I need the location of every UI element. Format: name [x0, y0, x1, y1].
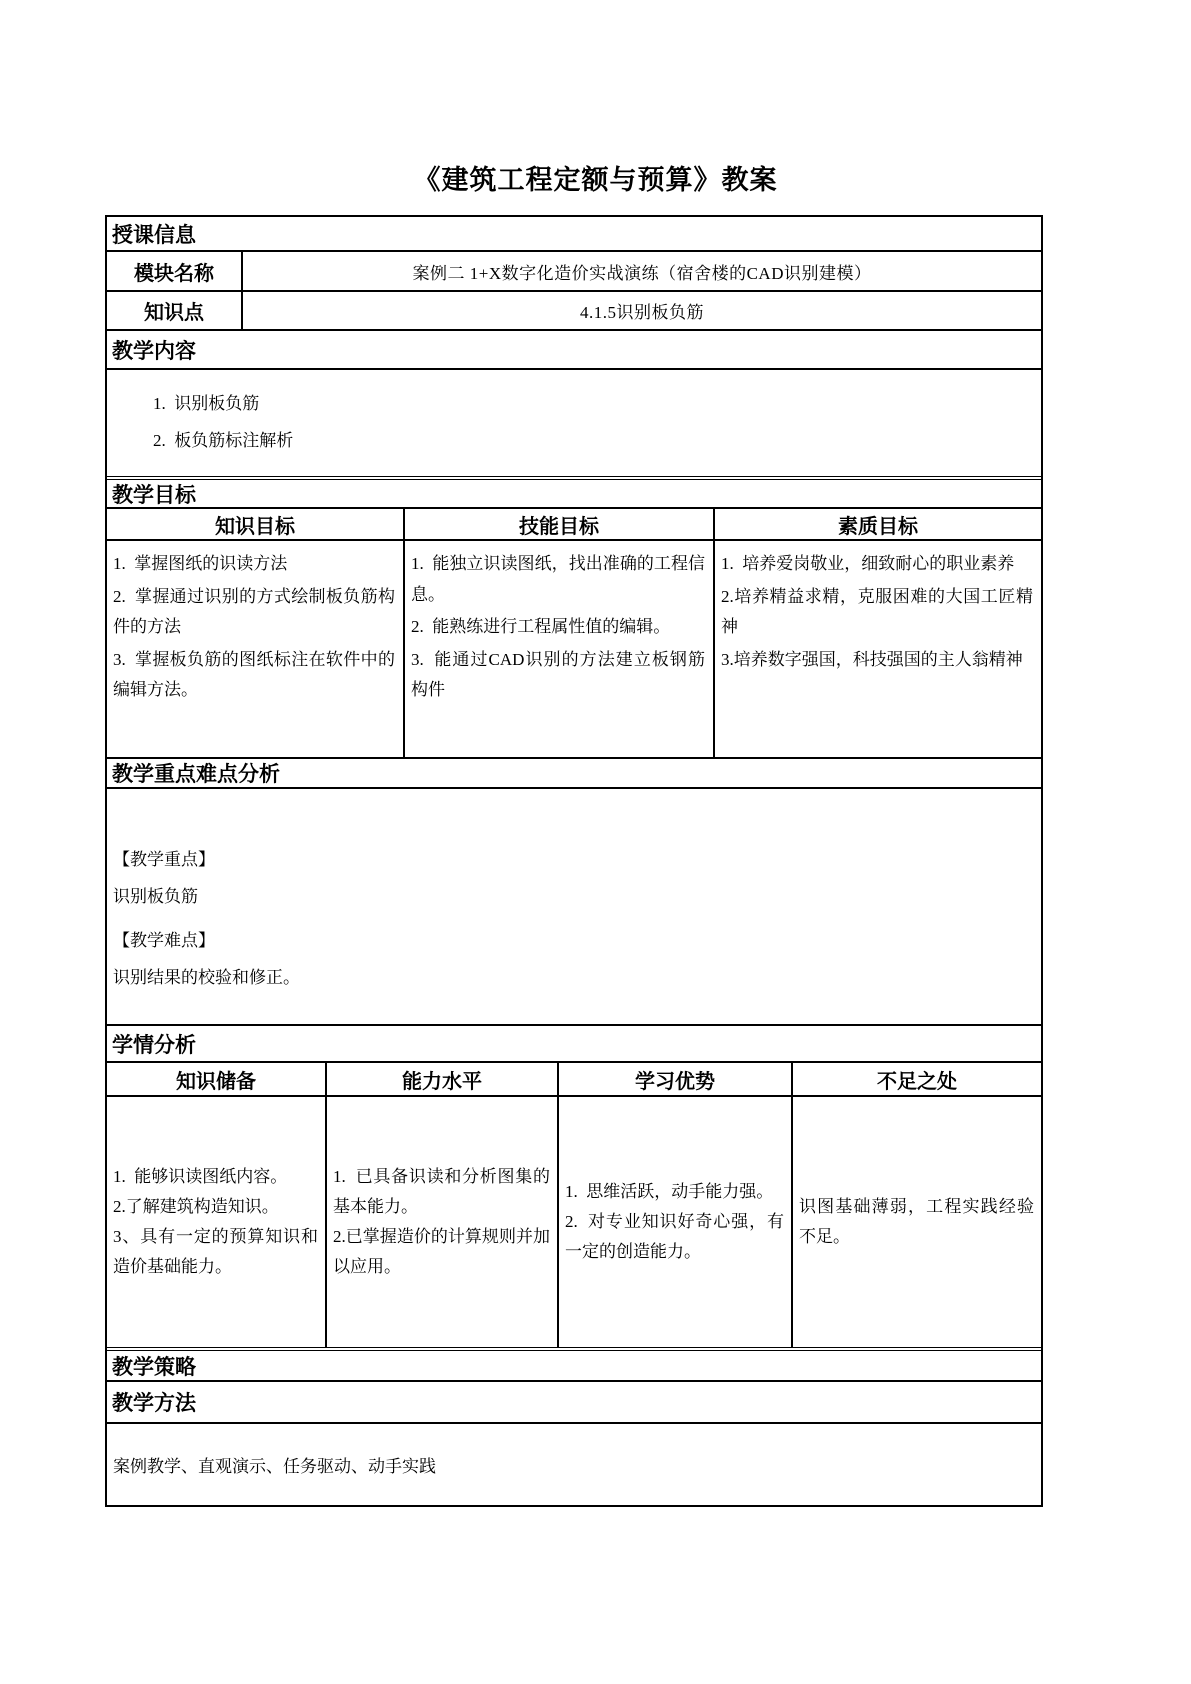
- difficult-point-text: 识别结果的校验和修正。: [113, 968, 300, 987]
- objectives-col-skill-title: 技能目标: [405, 509, 715, 539]
- objective-item: 1. 培养爱岗敬业，细致耐心的职业素养: [721, 554, 1015, 573]
- objectives-skill-cell: [405, 541, 715, 757]
- teaching-content-body: [107, 368, 1041, 476]
- learner-item: 1. 已具备识读和分析图集的基本能力。: [333, 1167, 550, 1216]
- objective-item: 2. 掌握通过识别的方式绘制板负筋构件的方法: [113, 586, 395, 636]
- objectives-column-body: [107, 539, 1041, 757]
- objective-item: 1. 掌握图纸的识读方法: [113, 554, 288, 573]
- objective-item: 2. 能熟练进行工程属性值的编辑。: [411, 617, 671, 636]
- objective-item: 3. 能通过CAD识别的方法建立板钢筋构件: [411, 649, 705, 699]
- teaching-content-item: 1. 识别板负筋: [153, 394, 260, 413]
- key-point-label: 【教学重点】: [113, 850, 215, 869]
- objective-item: 3. 掌握板负筋的图纸标注在软件中的编辑方法。: [113, 649, 395, 699]
- module-name-label: 模块名称: [107, 252, 243, 290]
- knowledge-point-value: 4.1.5识别板负筋: [580, 303, 704, 322]
- document-title: 《建筑工程定额与预算》教案: [413, 165, 778, 195]
- learner-item: 2.已掌握造价的计算规则并加以应用。: [333, 1227, 550, 1276]
- knowledge-point-label: 知识点: [107, 292, 243, 329]
- section-key-difficult-header: 教学重点难点分析: [107, 757, 1041, 787]
- section-course-info-header: 授课信息: [112, 222, 196, 247]
- objectives-quality-cell: [715, 541, 1041, 757]
- difficult-point-label: 【教学难点】: [113, 931, 215, 950]
- objectives-column-headers: [107, 507, 1041, 539]
- module-name-row: [107, 250, 1041, 290]
- learner-analysis-column-headers: [107, 1061, 1041, 1095]
- lesson-plan-table: [105, 215, 1043, 1507]
- section-objectives-header: 教学目标: [107, 476, 1041, 507]
- learner-item: 2. 对专业知识好奇心强，有一定的创造能力。: [565, 1212, 784, 1261]
- learner-col-knowledge-title: 知识储备: [107, 1063, 327, 1095]
- learner-item: 2.了解建筑构造知识。: [113, 1197, 279, 1216]
- objective-item: 2.培养精益求精，克服困难的大国工匠精神: [721, 586, 1033, 636]
- learner-knowledge-cell: [107, 1097, 327, 1347]
- objective-item: 3.培养数字强国，科技强国的主人翁精神: [721, 649, 1023, 669]
- section-teaching-content-header: 教学内容: [107, 329, 1041, 368]
- learner-col-ability-title: 能力水平: [327, 1063, 559, 1095]
- learner-item: 3、具有一定的预算知识和造价基础能力。: [113, 1227, 318, 1276]
- objectives-col-quality-title: 素质目标: [838, 515, 918, 538]
- learner-item: 1. 能够识读图纸内容。: [113, 1167, 288, 1186]
- learner-col-weakness-title: 不足之处: [877, 1070, 957, 1093]
- module-name-value: 案例二 1+X数字化造价实战演练（宿舍楼的CAD识别建模）: [412, 263, 872, 283]
- learner-ability-cell: [327, 1097, 559, 1347]
- section-teaching-strategy-header: 教学策略: [107, 1347, 1041, 1380]
- objectives-knowledge-cell: [107, 541, 405, 757]
- knowledge-point-row: [107, 290, 1041, 329]
- section-teaching-method-header: 教学方法: [107, 1380, 1041, 1422]
- learner-col-advantage-title: 学习优势: [559, 1063, 793, 1095]
- learner-advantage-cell: [559, 1097, 793, 1347]
- learner-weakness-cell: [793, 1097, 1041, 1347]
- key-difficult-body: [107, 787, 1041, 1024]
- learner-item: 1. 思维活跃，动手能力强。: [565, 1182, 774, 1201]
- learner-item: 识图基础薄弱，工程实践经验不足。: [799, 1197, 1034, 1246]
- key-point-text: 识别板负筋: [113, 887, 198, 906]
- objective-item: 1. 能独立识读图纸，找出准确的工程信息。: [411, 554, 705, 604]
- teaching-method-body: 案例教学、直观演示、任务驱动、动手实践: [107, 1422, 1041, 1505]
- objectives-col-knowledge-title: 知识目标: [107, 509, 405, 539]
- section-learner-analysis-header: 学情分析: [107, 1024, 1041, 1061]
- learner-analysis-body: [107, 1095, 1041, 1347]
- teaching-content-item: 2. 板负筋标注解析: [153, 431, 294, 450]
